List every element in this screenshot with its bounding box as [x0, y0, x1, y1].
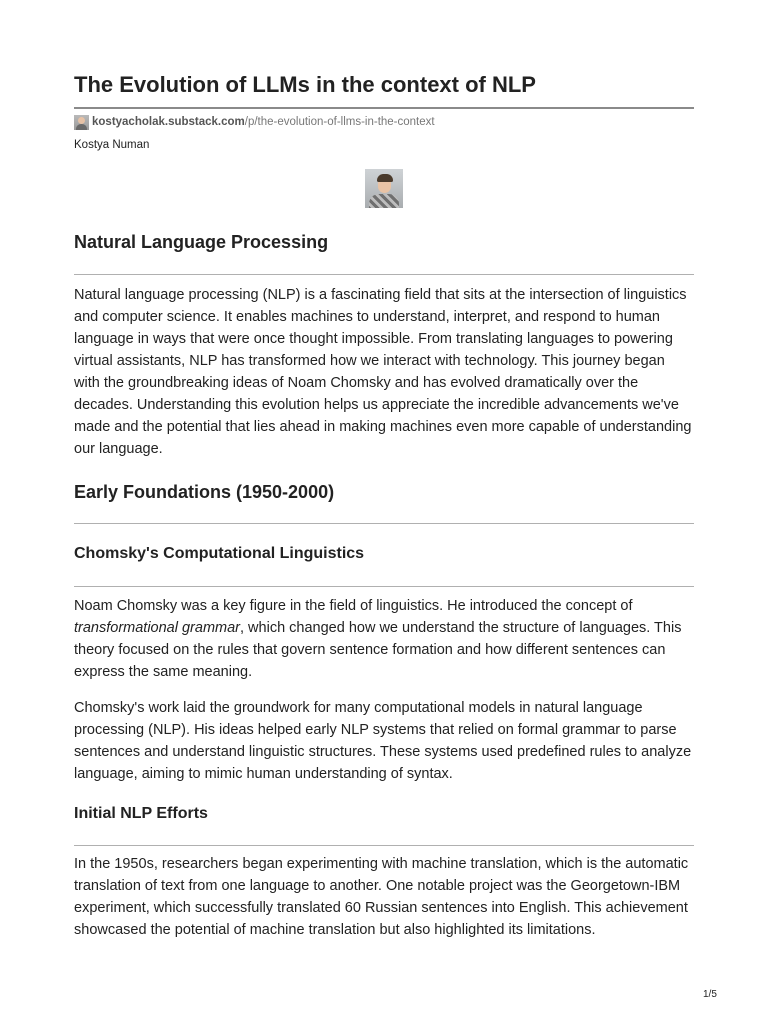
article-title: The Evolution of LLMs in the context of NLP	[74, 72, 536, 97]
author-favicon-icon	[74, 115, 89, 130]
author-avatar	[365, 169, 403, 208]
italic-term: transformational grammar	[74, 620, 240, 636]
source-domain: kostyacholak.substack.com	[92, 116, 245, 128]
subheading-initial-nlp-efforts: Initial NLP Efforts	[74, 805, 208, 822]
source-path: /p/the-evolution-of-llms-in-the-context	[244, 116, 435, 128]
paragraph-chomsky-2: Chomsky's work laid the groundwork for many computational models in natural language processing (NLP). His ideas helped early NLP systems that relied on formal grammar to parse sentences and understand linguistic structures. These systems used predefined rules to analyze language, aiming to mimic human understanding of syntax.	[74, 700, 692, 782]
section-divider	[74, 523, 694, 524]
section-heading-nlp: Natural Language Processing	[74, 232, 329, 252]
section-divider	[74, 586, 694, 587]
paragraph-text: Noam Chomsky was a key figure in the field of linguistics. He introduced the concept of	[74, 598, 633, 614]
paragraph-nlp-intro: Natural language processing (NLP) is a fascinating field that sits at the intersection of linguistics and computer science. It enables machines to understand, interpret, and respond to human language in ways that were once thought impossible. From translating languages to powering virtual assistants, NLP has transformed how we interact with technology. This journey began with the groundbreaking ideas of Noam Chomsky and has evolved dramatically over the decades. Understanding this evolution helps us appreciate the incredible advancements we've made and the potential that lies ahead in making machines even more capable of understanding our language.	[74, 287, 692, 457]
source-link-row	[74, 113, 435, 131]
section-divider	[74, 845, 694, 846]
subheading-chomsky: Chomsky's Computational Linguistics	[74, 545, 365, 562]
title-divider	[74, 107, 694, 109]
paragraph-chomsky-1	[74, 595, 694, 683]
section-heading-early-foundations: Early Foundations (1950-2000)	[74, 482, 335, 502]
section-divider	[74, 274, 694, 275]
source-url-link[interactable]	[92, 116, 435, 128]
page-number: 1/5	[703, 989, 717, 1000]
paragraph-initial-nlp: In the 1950s, researchers began experimenting with machine translation, which is the automatic translation of text from one language to another. One notable project was the Georgetown-IBM experiment, which successfully translated 60 Russian sentences into English. This achievement showcased the potential of machine translation but also highlighted its limitations.	[74, 856, 689, 938]
paragraph-text: , which changed how we understand the structure of languages. This theory focused on the rules that govern sentence formation and how different sentences can express the same meaning.	[74, 620, 682, 680]
author-name: Kostya Numan	[74, 139, 150, 151]
